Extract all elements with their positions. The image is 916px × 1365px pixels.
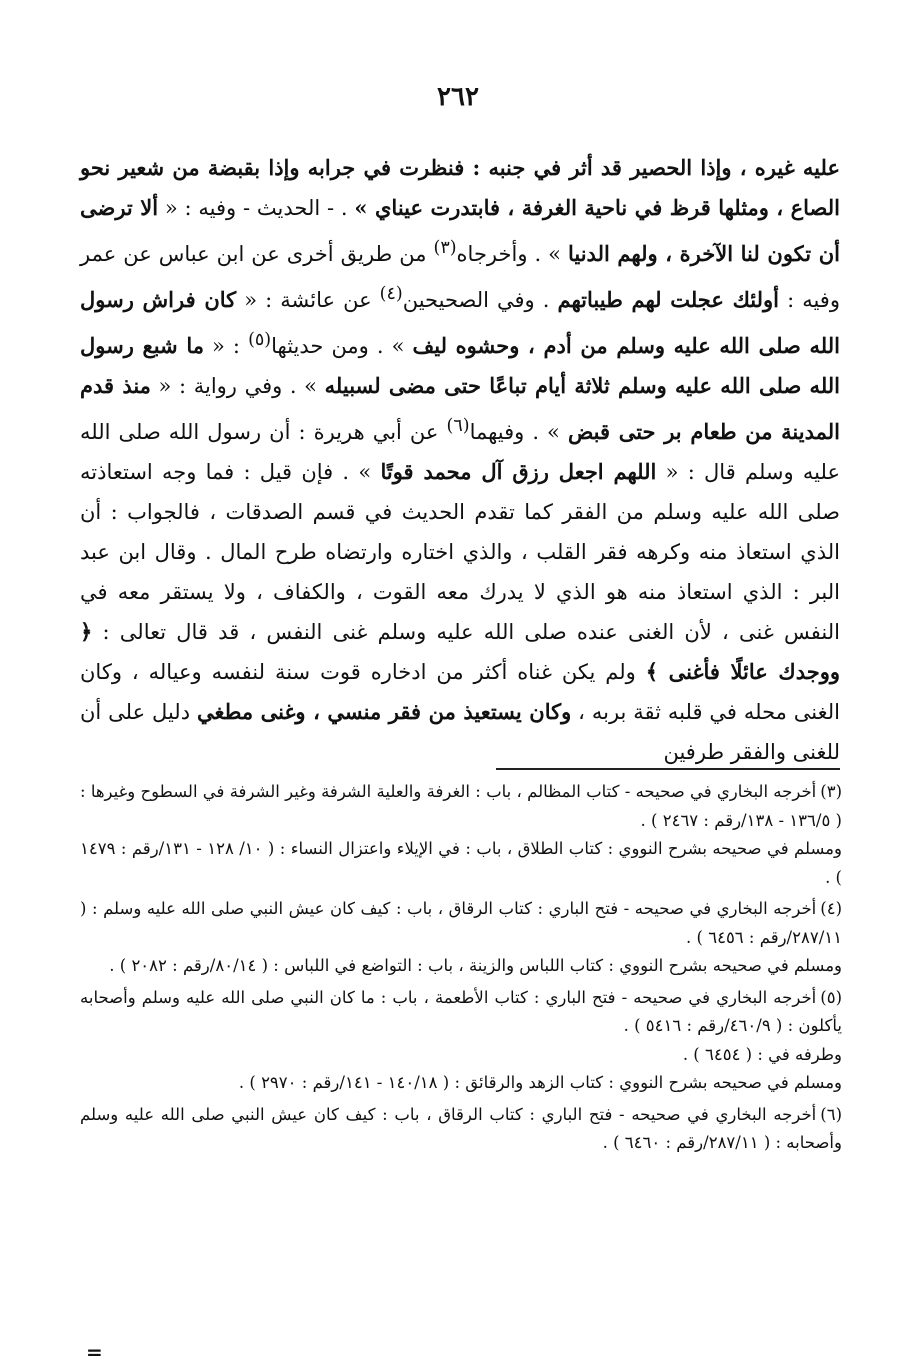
text-run: » . وفي رواية : «	[150, 374, 325, 398]
footnote-entry	[80, 1101, 842, 1158]
bold-hadith-quote-6: اللهم اجعل رزق آل محمد قوتًا	[380, 459, 657, 484]
text-run: » . وفيهما	[469, 420, 568, 444]
text-run: » . وأخرجاه	[456, 242, 568, 266]
bold-hadith-quote-4: ما شبع رسول الله صلى الله عليه وسلم ثلاثة أيام تباعًا حتى مضى لسبيله	[80, 333, 840, 398]
footnote-separator	[496, 768, 840, 770]
footnote-ref-4: (٤)	[379, 284, 403, 304]
quran-verse: ﴿ ووجدك عائلًا فأغنى ﴾	[80, 619, 841, 684]
text-run: » . فإن قيل : فما وجه استعاذته صلى الله عليه وسلم من الفقر كما تقدم الحديث في قسم الصدقات ، فالجواب : أن الذي استعاذ منه وكرهه فقر القلب ، والذي اختاره وارتضاه طرح المال . وقال ابن عبد البر : الذي استعاذ منه هو الذي لا يدرك معه القوت ، والكفاف ، ولا يستقر معه في النفس غنى ، لأن الغنى عنده صلى الله عليه وسلم غنى النفس ، قد قال تعالى :	[80, 460, 840, 644]
footnote-text: أخرجه البخاري في صحيحه - فتح الباري : كتاب الرقاق ، باب : كيف كان عيش النبي صلى الله عليه وسلم : ( ٢٨٧/١١/رقم : ٦٤٥٦ ) .	[80, 899, 842, 947]
footnotes	[80, 778, 842, 1161]
footnote-ref-6: (٦)	[446, 416, 470, 436]
bold-hadith-quote-2: أولئك عجلت لهم طيباتهم	[557, 287, 780, 312]
footnote-6	[80, 1101, 842, 1158]
text-run: » . ومن حديثها	[271, 334, 413, 358]
text-run: . وفي الصحيحين	[402, 288, 558, 312]
bold-passage-1: عليه غيره ، وإذا الحصير قد أثر في جنبه : فنظرت في جرابه وإذا بقبضة من شعير نحو الصاع ، ومثلها قرظ في ناحية الغرفة ، فابتدرت عيناي »	[80, 155, 841, 220]
footnote-entry	[80, 778, 842, 835]
footnote-text: أخرجه البخاري في صحيحه - فتح الباري : كتاب الرقاق ، باب : كيف كان عيش النبي صلى الله عليه وسلم وأصحابه : ( ٢٨٧/١١/رقم : ٦٤٦٠ ) .	[80, 1104, 842, 1152]
footnote-entry: ومسلم في صحيحه بشرح النووي : كتاب اللباس والزينة ، باب : التواضع في اللباس : ( ٨٠/١٤/رقم : ٢٠٨٢ ) .	[109, 956, 842, 975]
footnote-5	[80, 984, 842, 1098]
text-run: عن أبي هريرة : أن رسول الله صلى الله عليه وسلم قال : «	[80, 420, 840, 484]
footnote-number: (٦)	[820, 1104, 842, 1124]
footnote-ref-3: (٣)	[433, 238, 457, 258]
footnote-ref-5: (٥)	[248, 330, 272, 350]
footnote-4	[80, 895, 842, 981]
text-run: . - الحديث - وفيه : «	[158, 196, 355, 220]
footnote-text: أخرجه البخاري في صحيحه - كتاب المظالم ، باب : الغرفة والعلية الشرفة وغير الشرفة في السطوح وغيرها : ( ١٣٦/٥ - ١٣٨/رقم : ٢٤٦٧ ) .	[80, 782, 842, 830]
continuation-mark: =	[86, 1340, 103, 1364]
footnote-number: (٣)	[820, 782, 842, 801]
footnote-3	[80, 778, 842, 892]
footnote-entry: وطرفه في : ( ٦٤٥٤ ) .	[682, 1044, 842, 1064]
text-run: : «	[203, 334, 249, 358]
text-run: عن عائشة : «	[236, 288, 380, 312]
bold-hadith-quote-5: منذ قدم المدينة من طعام بر حتى قبض	[80, 373, 840, 444]
page-number: ٢٦٢	[437, 82, 479, 112]
bold-hadith-quote-3: كان فراش رسول الله صلى الله عليه وسلم من أدم ، وحشوه ليف	[80, 287, 840, 358]
footnote-number: (٥)	[820, 987, 842, 1007]
text-run: دليل على أن للغنى والفقر طرفين	[80, 700, 840, 764]
footnote-number: (٤)	[820, 899, 842, 918]
text-run: من طريق أخرى عن ابن عباس عن عمر وفيه :	[80, 242, 840, 312]
footnote-entry	[80, 984, 842, 1041]
bold-hadith-quote-1: ألا ترضى أن تكون لنا الآخرة ، ولهم الدنيا	[80, 195, 840, 266]
text-run: ولم يكن غناه أكثر من ادخاره قوت سنة لنفسه وعياله ، وكان الغنى محله في قلبه ثقة بربه ،	[80, 660, 840, 724]
footnote-text: أخرجه البخاري في صحيحه - فتح الباري : كتاب الأطعمة ، باب : ما كان النبي صلى الله عليه وسلم وأصحابه يأكلون : ( ٤٦٠/٩/رقم : ٥٤١٦ ) .	[80, 987, 842, 1035]
bold-hadith-quote-7: وكان يستعيذ من فقر منسي ، وغنى مطغي	[196, 699, 572, 724]
footnote-entry: ومسلم في صحيحه بشرح النووي : كتاب الطلاق ، باب : في الإيلاء واعتزال النساء : ( ١٠/ ١٢٨ - ١٣١/رقم : ١٤٧٩ ) .	[80, 839, 842, 887]
main-text	[80, 148, 840, 772]
footnote-entry	[80, 895, 842, 952]
footnote-entry: ومسلم في صحيحه بشرح النووي : كتاب الزهد والرقائق : ( ١٤٠/١٨ - ١٤١/رقم : ٢٩٧٠ ) .	[238, 1073, 842, 1092]
